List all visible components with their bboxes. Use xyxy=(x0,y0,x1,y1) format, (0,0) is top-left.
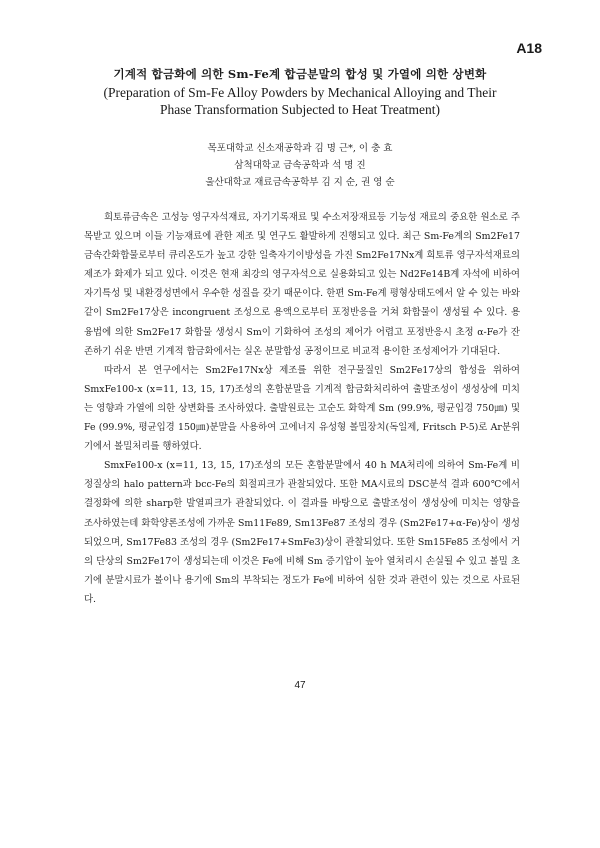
body-paragraph: 따라서 본 연구에서는 Sm2Fe17Nx상 제조를 위한 전구물질인 Sm2Fe17상의 합성을 위하여 SmxFe100-x (x=11, 13, 15, 17)조성의 혼합분말을 기계적 합금화처리하여 출발조성이 생성상에 미치는 영향과 가열에 의한 상변화를 조사하였다. 출발원료는 고순도 화학계 Sm (99.9%, 평균입경 750㎛) 및 Fe (99.9%, 평균입경 150㎛)분말을 사용하여 고에너지 유성형 볼밀장치(독일제, Fritsch P-5)로 Ar분위기에서 볼밀처리를 행하였다. xyxy=(84,364,520,453)
page-number: 47 xyxy=(294,680,306,691)
author-line: 목포대학교 신소재공학과 김 명 근*, 이 충 효 xyxy=(207,143,393,154)
abstract-body xyxy=(84,208,520,609)
title-korean: 기계적 합금화에 의한 Sm-Fe계 합금분말의 합성 및 가열에 의한 상변화 xyxy=(113,67,487,81)
author-line: 삼척대학교 금속공학과 석 명 진 xyxy=(234,160,366,171)
body-paragraph: SmxFe100-x (x=11, 13, 15, 17)조성의 모든 혼합분말에서 40 h MA처리에 의하여 Sm-Fe계 비정질상의 halo pattern과 bcc-Fe의 회절피크가 관찰되었다. 또한 MA시료의 DSC분석 결과 600℃에서 결정화에 의한 sharp한 발열피크가 관찰되었다. 이 결과를 바탕으로 출발조성이 생성상에 미치는 영향을 조사하였는데 화학양론조성에 가까운 Sm11Fe89, Sm13Fe87 조성의 경우 (Sm2Fe17+α-Fe)상이 생성되었으며, Sm17Fe83 조성의 경우 (Sm2Fe17+SmFe3)상이 관찰되었다. 또한 Sm15Fe85 조성에서 거의 단상의 Sm2Fe17이 생성되는데 이것은 Fe에 비해 Sm 증기압이 높아 열처리시 손실될 수 있고 볼밀 초기에 분말시료가 볼이나 용기에 Sm의 부착되는 정도가 Fe에 비하여 심한 것과 관련이 있는 것으로 사료된다. xyxy=(84,460,520,605)
title-english xyxy=(60,84,540,118)
title-english-line1: (Preparation of Sm-Fe Alloy Powders by Mechanical Alloying and Their xyxy=(103,85,497,100)
abstract-code: A18 xyxy=(516,40,542,56)
title-english-line2: Phase Transformation Subjected to Heat Treatment) xyxy=(159,102,441,117)
body-paragraph: 희토류금속은 고성능 영구자석재료, 자기기록재료 및 수소저장재료등 기능성 재료의 중요한 원소로 주목받고 있으며 이들 기능재료에 관한 제조 및 연구도 활발하게 진행되고 있다. 최근 Sm-Fe계의 Sm2Fe17 금속간화합물로부터 큐리온도가 높고 강한 일축자기이방성을 가진 Sm2Fe17Nx계 희토류 영구자석재료의 제조가 화제가 되고 있다. 이것은 현재 최강의 영구자석으로 실용화되고 있는 Nd2Fe14B계 자석에 비하여 자기특성 및 내환경성면에서 우수한 성질을 갖기 때문이다. 한편 Sm-Fe계 평형상태도에서 알 수 있는 바와같이 Sm2Fe17상은 incongruent 조성으로 용액으로부터 포정반응을 거쳐 화합물이 생성될 수 있다. 용융법에 의한 Sm2Fe17 화합물 생성시 Sm이 기화하여 조성의 제어가 어렵고 포정반응시 초정 α-Fe가 잔존하기 쉬운 반면 기계적 합금화에서는 실온 분말합성 공정이므로 비교적 용이한 조성제어가 기대된다. xyxy=(84,212,520,357)
author-line: 울산대학교 재료금속공학부 김 지 순, 권 영 순 xyxy=(205,177,395,188)
author-affiliations xyxy=(100,140,500,191)
